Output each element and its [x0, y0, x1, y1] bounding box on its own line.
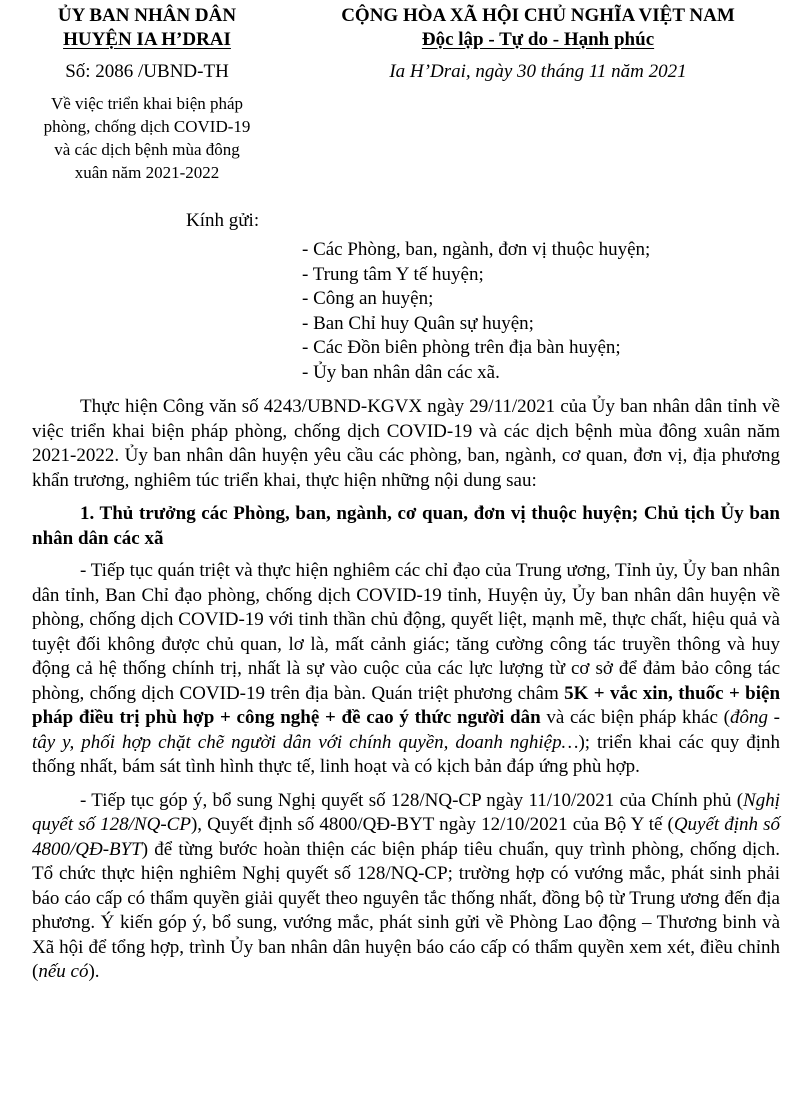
recipient-item: - Ban Chỉ huy Quân sự huyện;	[302, 312, 534, 334]
text-run: - Tiếp tục góp ý, bổ sung Nghị quyết số 128/NQ-CP ngày 11/10/2021 của Chính phủ (	[80, 789, 744, 811]
italic-note: đông - tây y, phối hợp chặt chẽ người dân với chính quyền, doanh nghiệp…	[32, 707, 781, 753]
italic-note: nếu có	[38, 961, 89, 982]
paragraph-directive-2	[32, 789, 780, 985]
addressee-label: Kính gửi:	[186, 210, 260, 231]
nation-line-1: CỘNG HÒA XÃ HỘI CHỦ NGHĨA VIỆT NAM	[341, 5, 735, 26]
place-date: Ia H’Drai, ngày 30 tháng 11 năm 2021	[389, 61, 687, 82]
text-run: ); triển khai các quy định thống nhất, bám sát tình hình thực tế, linh hoạt và có kịch bản đáp ứng phù hợp.	[32, 731, 780, 777]
recipient-list	[302, 238, 650, 385]
recipient-item: - Ủy ban nhân dân các xã.	[302, 361, 500, 383]
bold-motto: 5K + vắc xin, thuốc + biện pháp điều trị phù hợp + công nghệ + đề cao ý thức người dân	[32, 682, 781, 728]
recipient-item: - Các Phòng, ban, ngành, đơn vị thuộc huyện;	[302, 239, 651, 260]
text-run: và các biện pháp khác (	[540, 707, 730, 728]
nation-line-2: Độc lập - Tự do - Hạnh phúc	[421, 29, 655, 50]
italic-reference: Quyết định số 4800/QĐ-BYT	[32, 814, 780, 860]
agency-line-1: ỦY BAN NHÂN DÂN	[57, 5, 237, 26]
intro-paragraph: Thực hiện Công văn số 4243/UBND-KGVX ngày 29/11/2021 của Ủy ban nhân dân tỉnh về việc triển khai biện pháp phòng, chống dịch COVID-19 và các dịch bệnh mùa đông xuân năm 2021-2022. Ủy ban nhân dân huyện yêu cầu các phòng, ban, ngành, cơ quan, đơn vị, địa phương khẩn trương, nghiêm túc triển khai, thực hiện những nội dung sau:	[32, 396, 780, 491]
issuing-agency	[32, 4, 262, 52]
text-run: ).	[88, 961, 100, 982]
subject-line: xuân năm 2021-2022	[74, 163, 220, 182]
document-body	[32, 395, 780, 994]
paragraph-directive-1	[32, 559, 780, 780]
document-subject	[32, 92, 262, 184]
text-run: ) để từng bước hoàn thiện các biện pháp tiêu chuẩn, quy trình phòng, chống dịch. Tổ chức thực hiện nghiêm Nghị quyết số 128/NQ-CP; trường hợp có vướng mắc, phát sinh phải báo cáo cấp có thẩm quyền giải quyết theo nguyên tắc thống nhất, đồng bộ từ Trung ương đến địa phương. Ý kiến góp ý, bổ sung, vướng mắc, phát sinh gửi về Phòng Lao động – Thương binh và Xã hội để tổng hợp, trình Ủy ban nhân dân huyện báo cáo cấp có thẩm quyền xem xét, điều chỉnh (	[32, 838, 780, 982]
subject-line: phòng, chống dịch COVID-19	[43, 117, 251, 136]
text-run: - Tiếp tục quán triệt và thực hiện nghiêm các chỉ đạo của Trung ương, Tỉnh ủy, Ủy ban nhân dân tỉnh, Ban Chỉ đạo phòng, chống dịch COVID-19 tỉnh, Huyện ủy, Ủy ban nhân dân huyện về phòng, chống dịch COVID-19 với tinh thần chủ động, quyết liệt, mạnh mẽ, thực chất, hiệu quả và tuyệt đối không được chủ quan, lơ là, mất cảnh giác; tăng cường công tác truyền thông và huy động cả hệ thống chính trị, nhất là sự vào cuộc của các lực lượng từ cơ sở để đảm bảo công tác phòng, chống dịch COVID-19 trên địa bàn. Quán triệt phương châm	[32, 560, 780, 704]
italic-reference: Nghị quyết số 128/NQ-CP	[32, 789, 780, 835]
national-motto	[292, 4, 784, 52]
document-number: Số: 2086 /UBND-TH	[65, 61, 229, 82]
section-1-heading: 1. Thủ trưởng các Phòng, ban, ngành, cơ quan, đơn vị thuộc huyện; Chủ tịch Ủy ban nhân dân các xã	[32, 503, 780, 549]
subject-line: và các dịch bệnh mùa đông	[54, 140, 240, 159]
recipient-item: - Công an huyện;	[302, 288, 434, 309]
subject-line: Về việc triển khai biện pháp	[50, 94, 244, 113]
agency-line-2: HUYỆN IA H’DRAI	[63, 29, 231, 50]
recipient-item: - Các Đồn biên phòng trên địa bàn huyện;	[302, 337, 621, 358]
recipient-item: - Trung tâm Y tế huyện;	[302, 263, 484, 285]
text-run: ), Quyết định số 4800/QĐ-BYT ngày 12/10/2021 của Bộ Y tế (	[190, 814, 674, 835]
